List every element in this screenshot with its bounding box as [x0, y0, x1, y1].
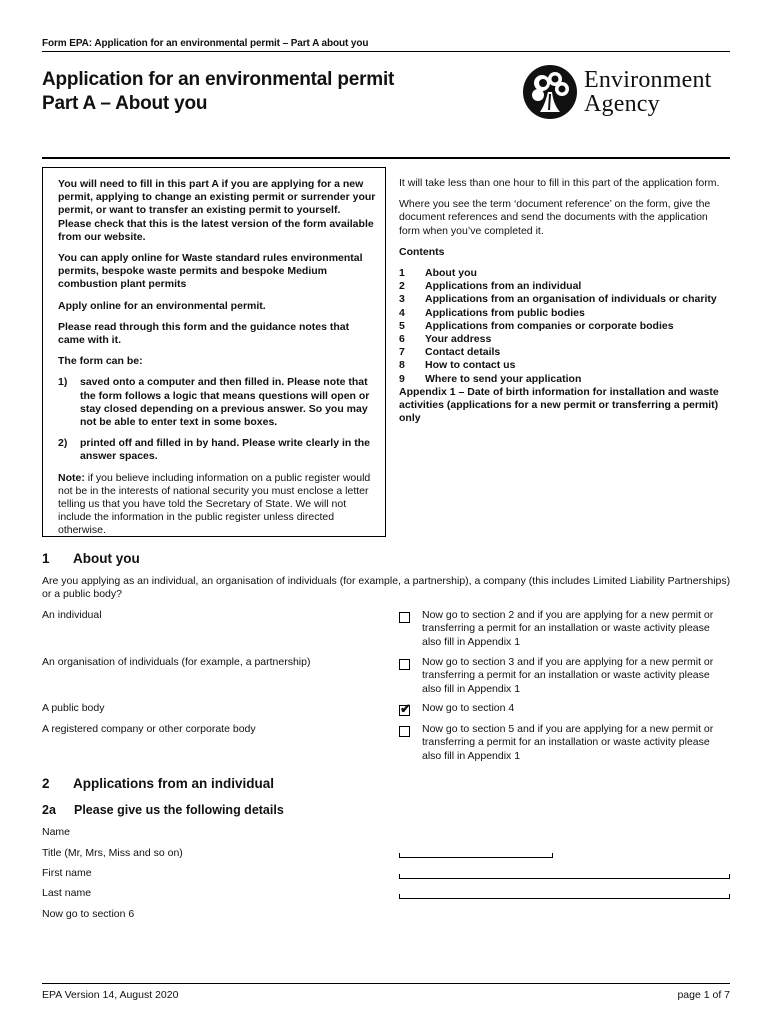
- first-name-label: First name: [42, 867, 92, 879]
- option-individual-label: An individual: [42, 609, 102, 621]
- section-2a-heading: 2a Please give us the following details: [42, 803, 284, 817]
- form-version: EPA Version 14, August 2020: [42, 989, 179, 1001]
- title-divider: [42, 157, 730, 159]
- intro-paragraph-5: The form can be:: [58, 355, 143, 368]
- title-label: Title (Mr, Mrs, Miss and so on): [42, 847, 183, 859]
- option-public-body-note: Now go to section 4: [422, 702, 515, 714]
- intro-box: [42, 167, 386, 537]
- form-header-strip: Form EPA: Application for an environmental permit – Part A about you: [42, 38, 369, 49]
- page-title: [42, 68, 394, 116]
- next-section-instruction: Now go to section 6: [42, 908, 135, 920]
- page-title-line1: Application for an environmental permit: [42, 69, 395, 90]
- option-company-label: A registered company or other corporate body: [42, 723, 256, 735]
- intro-paragraph-1: You will need to fill in this part A if you are applying for a new permit, applying to change an existing permit or surrender your permit, or want to transfer an existing permit to yourself. Please check that this is the latest version of the form available from our website.: [58, 178, 376, 243]
- option-company-checkbox[interactable]: [399, 726, 410, 737]
- page-title-line2: Part A – About you: [42, 93, 208, 114]
- contents-item[interactable]: 9 Where to send your application: [399, 372, 582, 385]
- first-name-input[interactable]: [399, 874, 730, 879]
- option-public-body-label: A public body: [42, 702, 105, 714]
- name-label: Name: [42, 826, 71, 838]
- contents-item[interactable]: 2 Applications from an individual: [399, 280, 582, 293]
- environment-agency-logo: [522, 64, 712, 120]
- document-reference-note: Where you see the term ‘document reference’ on the form, give the document references and send the documents with the application form when you’ve completed it.: [399, 198, 711, 237]
- intro-list-item-2: 2) printed off and filled in by hand. Please write clearly in the answer spaces.: [58, 437, 370, 463]
- option-individual-checkbox[interactable]: [399, 612, 410, 623]
- option-organisation-checkbox[interactable]: [399, 659, 410, 670]
- apply-online-link[interactable]: Apply online for an environmental permit.: [58, 299, 266, 312]
- intro-content: [58, 178, 376, 546]
- intro-list-item-1: 1) saved onto a computer and then filled in. Please note that the form follows a logic that means questions will open or stay closed depending on a previous answer. So you may not be able to enter text in some boxes.: [58, 376, 370, 429]
- last-name-input[interactable]: [399, 894, 730, 899]
- contents-item[interactable]: 6 Your address: [399, 333, 492, 346]
- intro-paragraph-4: Please read through this form and the guidance notes that came with it.: [58, 320, 350, 347]
- logo-wordmark: Environment Agency: [584, 67, 712, 117]
- contents-item[interactable]: 4 Applications from public bodies: [399, 306, 585, 319]
- option-individual-note: Now go to section 2 and if you are applying for a new permit or transferring a permit for an installation or waste activity please also fill in Appendix 1: [422, 609, 714, 648]
- option-company-note: Now go to section 5 and if you are applying for a new permit or transferring a permit for an installation or waste activity please also fill in Appendix 1: [422, 723, 714, 762]
- last-name-label: Last name: [42, 887, 92, 899]
- time-estimate: It will take less than one hour to fill in this part of the application form.: [399, 177, 720, 189]
- contents-item[interactable]: 5 Applications from companies or corporate bodies: [399, 319, 674, 332]
- page-number: page 1 of 7: [677, 989, 730, 1001]
- title-input[interactable]: [399, 853, 553, 858]
- checkmark-icon: ✔: [400, 701, 411, 716]
- option-organisation-label: An organisation of individuals (for example, a partnership): [42, 656, 311, 668]
- contents-item[interactable]: 8 How to contact us: [399, 359, 516, 372]
- footer-divider: [42, 983, 730, 984]
- header-divider: [42, 51, 730, 52]
- option-organisation-note: Now go to section 3 and if you are applying for a new permit or transferring a permit for an installation or waste activity please also fill in Appendix 1: [422, 656, 714, 695]
- section-2-heading: 2 Applications from an individual: [42, 776, 275, 791]
- tree-emblem-icon: [522, 64, 578, 120]
- contents-heading: Contents: [399, 245, 445, 258]
- contents-list: [399, 267, 729, 386]
- intro-note: Note: if you believe including information on a public register would not be in the interests of national security you must enclose a letter telling us that you have told the Secretary of State. We will not include the information in the public register unless directed otherwise.: [58, 471, 371, 537]
- section-1-question: Are you applying as an individual, an organisation of individuals (for example, a partnership), a company (this includes Limited Liability Partnerships) or a public body?: [42, 575, 731, 601]
- section-1-heading: 1 About you: [42, 551, 140, 566]
- intro-right-column: [399, 177, 729, 425]
- contents-item[interactable]: 3 Applications from an organisation of individuals or charity: [399, 293, 717, 306]
- contents-item[interactable]: 1 About you: [399, 267, 477, 280]
- option-public-body-checkbox[interactable]: [399, 701, 411, 716]
- contents-item[interactable]: 7 Contact details: [399, 346, 501, 359]
- contents-appendix[interactable]: Appendix 1 – Date of birth information for installation and waste activities (applications for a new permit or transferring a permit) only: [399, 385, 719, 425]
- intro-paragraph-2: You can apply online for Waste standard rules environmental permits, bespoke waste permits and bespoke Medium combustion plant permits: [58, 252, 363, 291]
